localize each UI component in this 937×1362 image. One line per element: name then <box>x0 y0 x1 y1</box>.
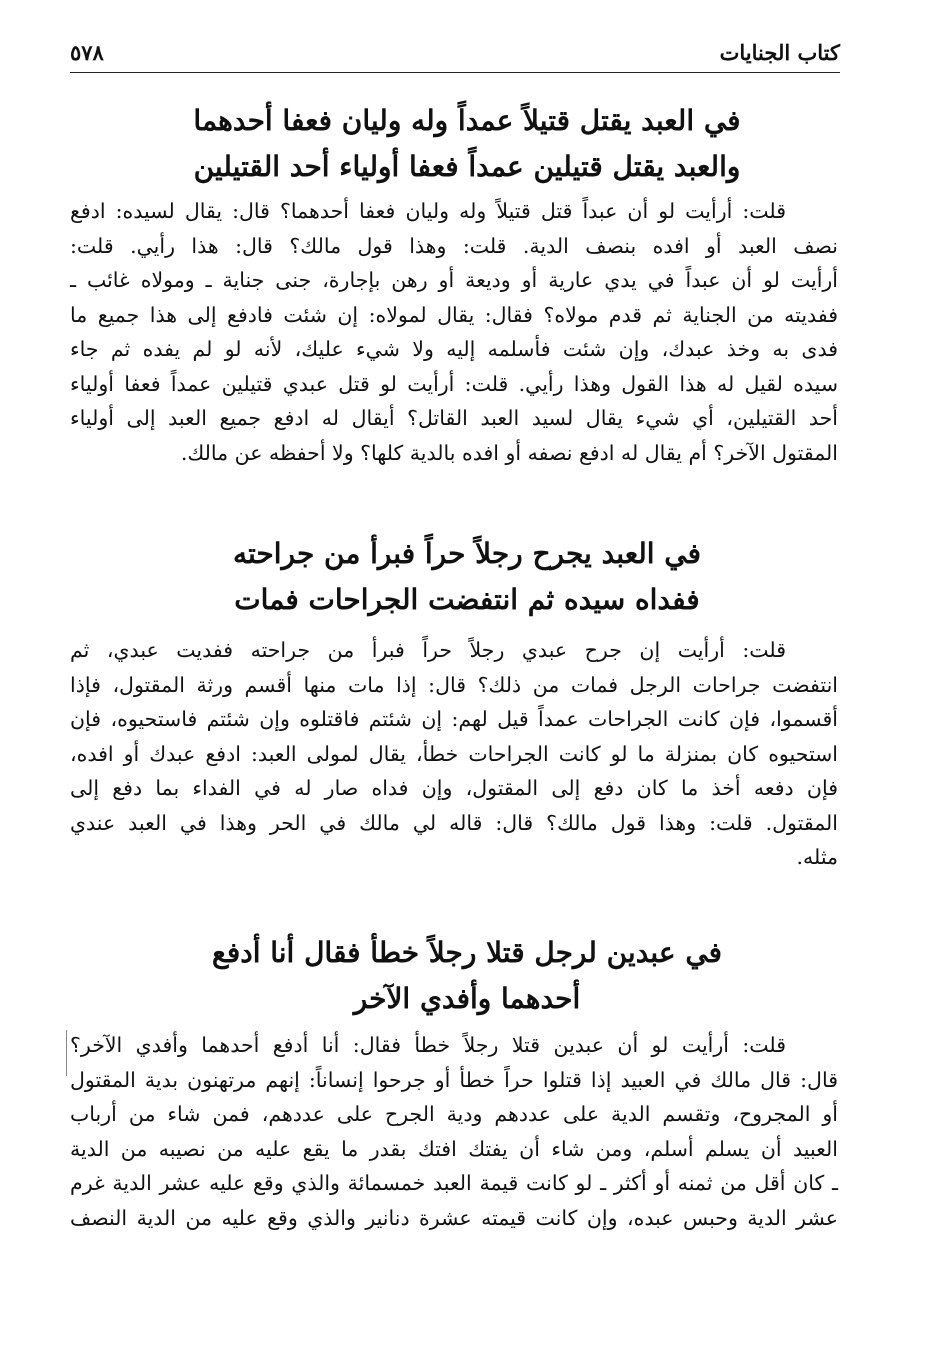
text-line: سيده لقيل له هذا القول وهذا رأيي. قلت: أرأيت لو قتل عبدي قتيلين عمداً فعفا أولياء <box>70 371 838 396</box>
text-line: ـ كان أقل من ثمنه أو أكثر ـ لو كانت قيمة العبد خمسمائة والذي وقع عليه عشر الدية غرم <box>70 1171 838 1195</box>
text-line: أرأيت لو أن عبداً في يدي عارية أو وديعة أو رهن بإجارة، جنى جناية ـ ومولاه غائب ـ <box>70 268 838 292</box>
section-title-line: أحدهما وأفدي الآخر <box>353 982 581 1015</box>
running-header <box>70 38 840 68</box>
page-number: ٥٧٨ <box>70 40 104 65</box>
text-line: قلت: أرأيت لو أن عبداً قتل قتيلاً وله وليان فعفا أحدهما؟ قال: يقال لسيده: ادفع <box>70 199 786 223</box>
text-line: قلت: أرأيت لو أن عبدين قتلا رجلاً خطأ فقال: أنا أدفع أحدهما وأفدي الآخر؟ <box>70 1033 786 1057</box>
text-line: فدى به وخذ عبدك، وإن شئت فأسلمه إليه ولا شيء عليك، لأنه لو لم يفده ثم جاء <box>70 337 838 361</box>
text-line: عشر الدية وحبس عبده، وإن كانت قيمته عشرة دنانير والذي وقع عليه من الدية النصف <box>70 1205 838 1230</box>
text-line: ففديته من الجناية ثم قدم مولاه؟ فقال: يقال لمولاه: إن شئت فادفع إلى هذا جميع ما <box>70 302 838 327</box>
text-line: المقتول الآخر؟ أم يقال له ادفع نصفه أو افده بالدية كلها؟ ولا أحفظه عن مالك. <box>180 440 838 465</box>
text-line: أو المجروح، وتقسم الدية على عددهم ودية الجرح على عددهم، فمن شاء من أرباب <box>70 1102 838 1126</box>
text-line: انتفضت جراحات الرجل فمات من ذلك؟ قال: إذا مات منها أقسم ورثة المقتول، فإذا <box>70 672 838 697</box>
section-2-title <box>147 531 787 623</box>
text-line: مثله. <box>796 845 838 869</box>
section-3-title <box>147 930 787 1022</box>
section-3-body <box>70 1028 838 1235</box>
section-1-title <box>147 98 787 190</box>
text-line: استحيوه كان بمنزلة ما لو كانت الجراحات خطأ، يقال لمولى العبد: ادفع عبدك أو افده، <box>70 741 838 766</box>
section-1-body <box>70 194 838 470</box>
section-title-line: ففداه سيده ثم انتفضت الجراحات فمات <box>234 583 700 616</box>
text-line: قال: قال مالك في العبيد إذا قتلوا حراً خطأ أو جرحوا إنساناً: إنهم مرتهنون بدية المقتول <box>70 1067 838 1092</box>
section-title-line: والعبد يقتل قتيلين عمداً فعفا أولياء أحد القتيلين <box>193 150 741 183</box>
chapter-title: كتاب الجنايات <box>719 40 840 65</box>
text-line: نصف العبد أو افده بنصف الدية. قلت: وهذا قول مالك؟ قال: هذا رأيي. قلت: <box>70 233 838 258</box>
text-line: المقتول. قلت: وهذا قول مالك؟ قال: قاله لي مالك في الحر وهذا في العبد عندي <box>70 810 838 835</box>
section-title-line: في العبد يقتل قتيلاً عمداً وله وليان فعفا أحدهما <box>193 104 741 137</box>
section-title-line: في العبد يجرح رجلاً حراً فبرأ من جراحته <box>232 537 702 570</box>
margin-mark <box>66 1030 67 1076</box>
text-line: قلت: أرأيت إن جرح عبدي رجلاً حراً فبرأ من جراحته ففديت عبدي، ثم <box>70 638 786 662</box>
text-line: فإن دفعه أخذ ما كان دفع إلى المقتول، وإن فداه صار له في الفداء بما دفع إلى <box>70 776 838 800</box>
text-line: العبيد أن يسلم أسلم، ومن شاء أن يفتك افتك بقدر ما يقع عليه من نصيبه من الدية <box>70 1136 838 1161</box>
section-2-body <box>70 633 838 875</box>
section-title-line: في عبدين لرجل قتلا رجلاً خطأ فقال أنا أدفع <box>211 936 723 969</box>
text-line: أقسموا، فإن كانت الجراحات عمداً قيل لهم: إن شئتم فاقتلوه وإن شئتم فاستحيوه، فإن <box>70 707 838 731</box>
header-divider <box>70 72 840 73</box>
text-line: أحد القتيلين، أي شيء يقال لسيد العبد القاتل؟ أيقال له ادفع جميع العبد إلى أولياء <box>70 406 838 430</box>
